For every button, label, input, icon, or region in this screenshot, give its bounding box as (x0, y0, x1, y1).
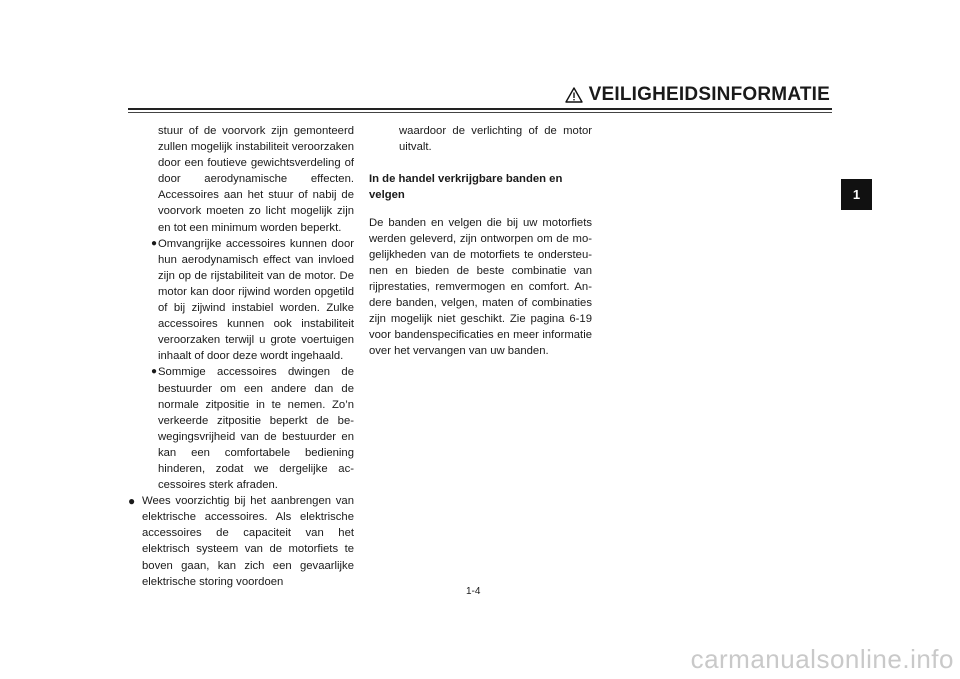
main-bullet-text: Wees voorzichtig bij het aanbrengen van elektrische accessoires. Als elektrische accessoires de capaciteit van het elektrisch systeem van de motorfiets te boven gaan, kan zich een gevaarlijke elektrische storing voordoen (142, 495, 354, 588)
right-column (369, 123, 592, 360)
right-continuation-text: waardoor de verlichting of de motor uitvalt. (399, 125, 592, 154)
sub-bullet-text: Sommige accessoires dwingen de bestuurder om een andere dan de normale zitpositie in te nemen. Zo’n verkeerde zitpositie beperkt de bewegingsvrijheid van de bestuurder en kan een comfortabele bediening hinderen, zodat we dergelijke accessoires sterk afraden. (158, 366, 354, 492)
sub-bullet-text: Omvangrijke accessoires kunnen door hun aerodynamisch effect van invloed zijn op de rijstabiliteit van de motor. De motor kan door rijwind worden opgetild of bij zijwind instabiel worden. Zulke accessoires kunnen ook instabiliteit veroorzaken terwijl u grote voertuigen inhaalt of door deze wordt ingehaald. (158, 237, 354, 363)
sub-bullet-item (128, 236, 354, 365)
page-title: VEILIGHEIDSINFORMATIE (588, 84, 830, 105)
bullet-dot-icon: ● (151, 237, 158, 249)
left-continuation-text: stuur of de voorvork zijn gemonteerd zullen mogelijk instabiliteit veroorzaken door een foutieve gewichtsverdeling of door aerodynamische effecten. Accessoires aan het stuur of nabij de voorvork moeten zo licht mogelijk zijn en tot een minimum worden beperkt. (158, 125, 354, 234)
header-title-group (565, 84, 830, 106)
sub-bullet-item (128, 364, 354, 493)
watermark: carmanualsonline.info (690, 644, 954, 674)
bullet-circle-icon: ● (128, 494, 136, 509)
chapter-tab: 1 (841, 179, 872, 210)
main-bullet-item (128, 493, 354, 590)
header-rule (128, 108, 832, 110)
page-number: 1-4 (466, 586, 481, 597)
section-body: De banden en velgen die bij uw motorfiets werden geleverd, zijn ontworpen om de mogelijkheden van de motorfiets te ondersteunen en bieden de beste combinatie van rijprestaties, remvermogen en comfort. Andere banden, velgen, maten of combinaties zijn mogelijk niet geschikt. Zie pagina 6-19 voor bandenspecificaties en meer informatie over het vervangen van uw banden. (369, 216, 592, 358)
header-rule-thin (128, 112, 832, 113)
page-header (0, 0, 960, 120)
warning-triangle-icon (565, 87, 583, 103)
section-heading: In de handel verkrijgbare banden en velgen (369, 173, 563, 202)
left-column (128, 123, 354, 590)
bullet-dot-icon: ● (151, 366, 158, 378)
